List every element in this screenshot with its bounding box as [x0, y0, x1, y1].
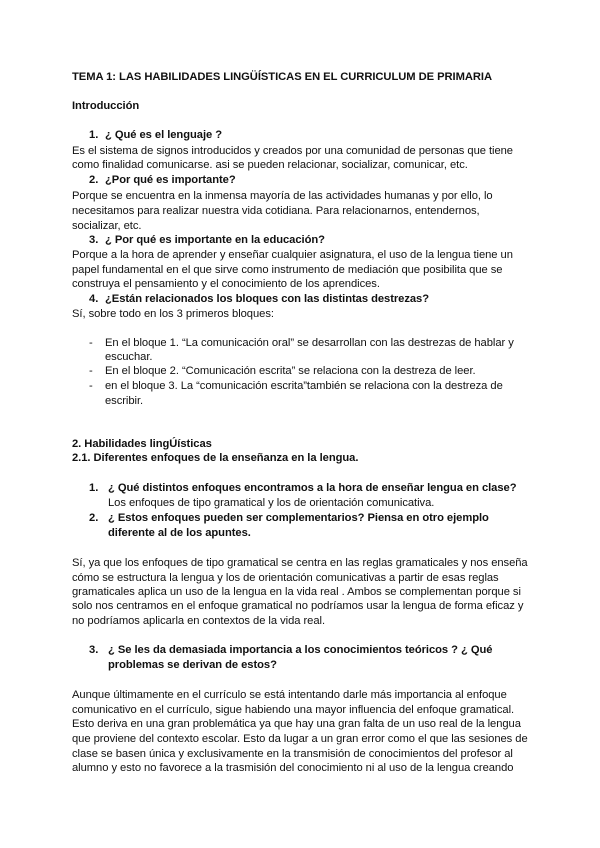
s2q2-number: 2.	[89, 512, 99, 524]
s2q3-heading-line: ¿ Se les da demasiada importancia a los conocimientos teóricos ? ¿ Qué	[108, 644, 493, 656]
paragraph-line: gramaticales aplica un uso de la lengua en la vida real . Ambos se complementan porque si	[72, 586, 521, 598]
paragraph-line: clase se basen única y exclusivamente en la transmisión de conocimientos del profesor al	[72, 748, 513, 760]
q1-number: 1.	[89, 129, 99, 141]
q1-heading: ¿ Qué es el lenguaje ?	[105, 129, 223, 141]
q2-heading: ¿Por qué es importante?	[105, 174, 236, 186]
section2-heading: 2. Habilidades lingÚísticas	[72, 438, 212, 450]
document-title: TEMA 1: LAS HABILIDADES LINGÜÍSTICAS EN EL CURRICULUM DE PRIMARIA	[72, 71, 493, 83]
q2-body-line: Porque se encuentra en la inmensa mayoría de las actividades humanas y por ello, lo	[72, 190, 493, 202]
q4-number: 4.	[89, 293, 99, 305]
bullet-line: En el bloque 1. “La comunicación oral” se desarrollan con las destrezas de hablar y	[105, 337, 514, 349]
paragraph-line: Sí, ya que los enfoques de tipo gramatical se centra en las reglas gramaticales y nos enseña	[72, 557, 528, 569]
intro-heading: Introducción	[72, 100, 140, 112]
q4-heading: ¿Están relacionados los bloques con las distintas destrezas?	[105, 293, 430, 305]
s2q1-number: 1.	[89, 482, 99, 494]
q1-body-line: como finalidad comunicarse. asi se pueden relacionar, socializar, comunicar, etc.	[72, 159, 468, 171]
paragraph-line: Aunque últimamente en el currículo se está intentando darle más importancia al enfoque	[72, 689, 507, 701]
q3-heading: ¿ Por qué es importante en la educación?	[105, 234, 325, 246]
bullet-dash: -	[89, 365, 93, 377]
q3-body-line: Porque a la hora de aprender y enseñar cualquier asignatura, el uso de la lengua tiene un	[72, 249, 513, 261]
bullet-line: escribir.	[105, 395, 144, 407]
s2q3-number: 3.	[89, 644, 99, 656]
q4-body-line: Sí, sobre todo en los 3 primeros bloques:	[72, 308, 274, 320]
s2q1-heading: ¿ Qué distintos enfoques encontramos a la hora de enseñar lengua en clase?	[108, 482, 517, 494]
paragraph-line: cómo se estructura la lengua y los de orientación comunicativas a partir de esas reglas	[72, 572, 499, 584]
paragraph-line: que proviene del contexto escolar. Esto da lugar a un gran error como el que las sesiones de	[72, 733, 528, 745]
s2q3-heading-line: problemas se derivan de estos?	[108, 659, 277, 671]
bullet-dash: -	[89, 337, 93, 349]
q2-body-line: socializar, etc.	[72, 220, 142, 232]
q2-body-line: necesitamos para realizar nuestra vida cotidiana. Para relacionarnos, entendernos,	[72, 205, 480, 217]
section21-heading: 2.1. Diferentes enfoques de la enseñanza en la lengua.	[72, 452, 359, 464]
q3-number: 3.	[89, 234, 99, 246]
paragraph-line: solo nos centramos en el enfoque gramatical no podríamos usar la lengua de forma eficaz y	[72, 600, 524, 612]
s2q1-answer: Los enfoques de tipo gramatical y los de orientación comunicativa.	[108, 497, 435, 509]
bullet-line: En el bloque 2. “Comunicación escrita” se relaciona con la destreza de leer.	[105, 365, 476, 377]
paragraph-line: comunicativo en el currículo, sigue habiendo una mayor influencia del enfoque gramatical.	[72, 704, 515, 716]
q3-body-line: construya el pensamiento y el conocimiento de los aprendices.	[72, 278, 380, 290]
q3-body-line: papel fundamental en el que sirve como instrumento de mediación que posibilita que se	[72, 264, 503, 276]
paragraph-line: Esto deriva en una gran problemática ya que hay una gran falta de un uso real de la lengua	[72, 718, 521, 730]
s2q2-heading-line: ¿ Estos enfoques pueden ser complementarios? Piensa en otro ejemplo	[108, 512, 489, 524]
q1-body-line: Es el sistema de signos introducidos y creados por una comunidad de personas que tiene	[72, 145, 513, 157]
q2-number: 2.	[89, 174, 99, 186]
paragraph-line: no podríamos aplicarla en contextos de la vida real.	[72, 615, 325, 627]
bullet-line: escuchar.	[105, 351, 153, 363]
bullet-dash: -	[89, 380, 93, 392]
paragraph-line: alumno y esto no favorece a la trasmisión del conocimiento ni al uso de la lengua creando	[72, 762, 514, 774]
bullet-line: en el bloque 3. La “comunicación escrita”también se relaciona con la destreza de	[105, 380, 503, 392]
s2q2-heading-line: diferente al de los apuntes.	[108, 527, 251, 539]
